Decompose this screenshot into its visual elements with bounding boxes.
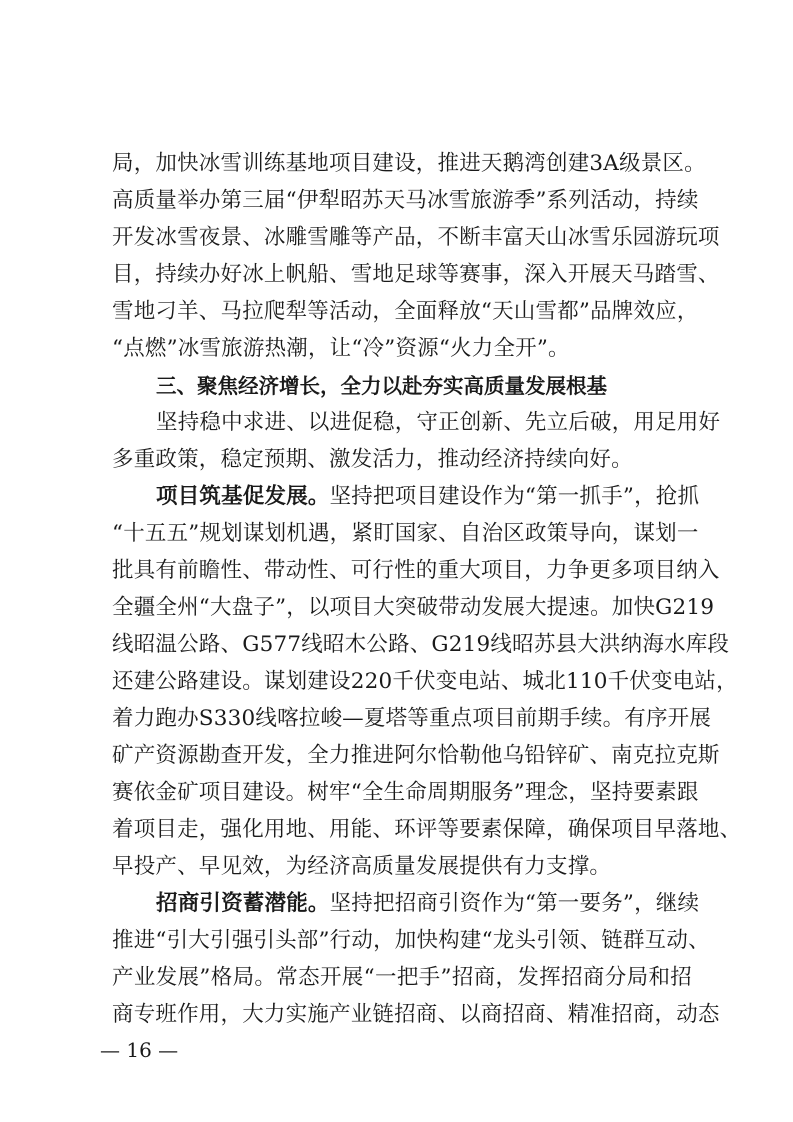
body-text-line: 着项目走，强化用地、用能、环评等要素保障，确保项目早落地、 bbox=[112, 817, 742, 842]
body-text-line: 雪地刁羊、马拉爬犁等活动，全面释放“天山雪都”品牌效应， bbox=[112, 299, 699, 324]
paragraph-first-line bbox=[156, 890, 700, 918]
body-text-line: 目，持续办好冰上帆船、雪地足球等赛事，深入开展天马踏雪、 bbox=[112, 262, 720, 287]
body-text-line: 着力跑办S330线喀拉峻—夏塔等重点项目前期手续。有序开展 bbox=[112, 706, 712, 731]
body-text-line: 高质量举办第三届“伊犁昭苏天马冰雪旅游季”系列活动，持续 bbox=[112, 188, 699, 213]
body-text-line: 矿产资源勘查开发，全力推进阿尔恰勒他乌铅锌矿、南克拉克斯 bbox=[112, 743, 720, 768]
paragraph-first-line bbox=[156, 483, 700, 511]
section-heading: 三、聚焦经济增长，全力以赴夯实高质量发展根基 bbox=[156, 374, 607, 398]
body-text-line: 局，加快冰雪训练基地项目建设，推进天鹅湾创建3A级景区。 bbox=[112, 151, 706, 176]
body-text-line: 开发冰雪夜景、冰雕雪雕等产品，不断丰富天山冰雪乐园游玩项 bbox=[112, 225, 720, 250]
body-text-line: 产业发展”格局。常态开展“一把手”招商，发挥招商分局和招 bbox=[112, 965, 692, 990]
body-text-line: “点燃”冰雪旅游热潮，让“冷”资源“火力全开”。 bbox=[112, 336, 570, 361]
body-text-line: 线昭温公路、G577线昭木公路、G219线昭苏县大洪纳海水库段 bbox=[112, 632, 730, 657]
body-text-line: “十五五”规划谋划机遇，紧盯国家、自治区政策导向，谋划一 bbox=[112, 521, 699, 546]
body-text-line: 推进“引大引强引头部”行动，加快构建“龙头引领、链群互动、 bbox=[112, 928, 710, 953]
body-text-line: 赛依金矿项目建设。树牢“全生命周期服务”理念，坚持要素跟 bbox=[112, 780, 699, 805]
section-intro-line: 多重政策，稳定预期、激发活力，推动经济持续向好。 bbox=[112, 447, 633, 472]
paragraph-first-line-text: 坚持把项目建设作为“第一抓手”，抢抓 bbox=[329, 484, 700, 509]
section-intro-line: 坚持稳中求进、以进促稳，守正创新、先立后破，用足用好 bbox=[156, 410, 721, 435]
paragraph-lead-title: 招商引资蓄潜能。 bbox=[156, 891, 330, 916]
body-text-line: 早投产、早见效，为经济高质量发展提供有力支撑。 bbox=[112, 854, 612, 879]
paragraph-first-line-text: 坚持把招商引资作为“第一要务”，继续 bbox=[329, 891, 700, 916]
body-text-line: 全疆全州“大盘子”，以项目大突破带动发展大提速。加快G219 bbox=[112, 595, 715, 620]
body-text-line: 还建公路建设。谋划建设220千伏变电站、城北110千伏变电站， bbox=[112, 669, 738, 694]
paragraph-lead-title: 项目筑基促发展。 bbox=[156, 484, 330, 509]
page-number: — 16 — bbox=[100, 1038, 179, 1062]
body-text-line: 商专班作用，大力实施产业链招商、以商招商、精准招商，动态 bbox=[112, 1002, 720, 1027]
body-text-line: 批具有前瞻性、带动性、可行性的重大项目，力争更多项目纳入 bbox=[112, 558, 720, 583]
